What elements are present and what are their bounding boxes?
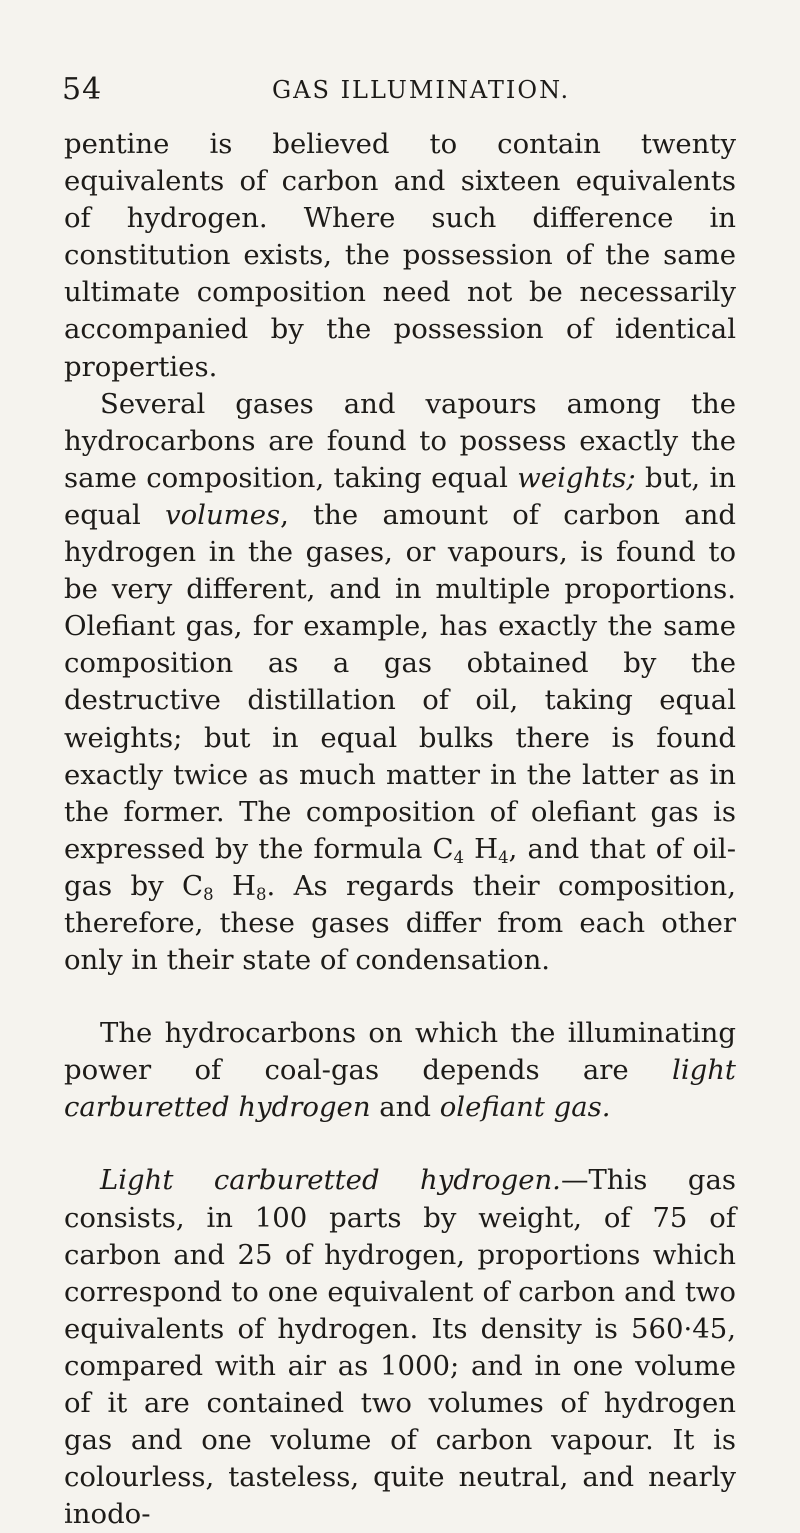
text-run: but, in equal <box>64 461 736 531</box>
text-run: , and that of oil-gas by C <box>64 832 736 902</box>
paragraph-light-carburetted-hydrogen <box>64 1162 736 1533</box>
text-run: —This gas consists, in 100 parts by weight, of 75 of carbon and 25 of hydrogen, proportions which correspond to one equivalent of carbon and two equivalents of hydrogen. Its density is 560·45, compared with air as 1000; and in one volume of it are contained two volumes of hydrogen gas and one volume of carbon vapour. It is colourless, tasteless, quite neutral, and nearly inodo- <box>64 1164 736 1531</box>
subscript: 4 <box>453 847 465 867</box>
text-run: . As regards their composition, therefore, these gases differ from each other only in their state of condensation. <box>64 869 736 977</box>
italic-volumes: volumes <box>165 498 281 531</box>
section-heading-italic: Light carburetted hydrogen. <box>100 1164 561 1197</box>
page-number: 54 <box>62 72 103 107</box>
body-text <box>64 126 736 1533</box>
text-run: and <box>370 1091 440 1124</box>
text-run: , the amount of carbon and hydrogen in the gases, or vapours, is found to be very different, and in multiple proportions. Olefiant gas, for example, has exactly the same composition as a gas obtained by the destructive distillation of oil, taking equal weights; but in equal bulks there is found exactly twice as much matter in the latter as in the former. The composition of olefiant gas is expressed by the formula C <box>64 498 737 865</box>
subscript: 4 <box>498 847 509 867</box>
text-run: Several gases and vapours among the hydrocarbons are found to possess exactly the same composition, taking equal <box>64 387 736 494</box>
paragraph-continuation: pentine is believed to contain twenty equivalents of carbon and sixteen equivalents of hydrogen. Where such difference in constitution exists, the possession of the same ultimate composition need not be necessarily accompanied by the possession of identical properties. <box>64 128 736 383</box>
paragraph-composition <box>64 386 736 980</box>
italic-weights: weights; <box>517 461 636 494</box>
italic-olefiant-gas: olefiant gas. <box>439 1091 611 1124</box>
subscript: 8 <box>203 884 214 904</box>
running-title: GAS ILLUMINATION. <box>272 76 571 104</box>
text-run: H <box>464 832 499 865</box>
subscript: 8 <box>255 884 267 904</box>
text-run: H <box>213 869 256 902</box>
paragraph-hydrocarbons <box>64 1015 736 1126</box>
running-head <box>62 72 742 112</box>
text-run: The hydrocarbons on which the illuminating power of coal-gas depends are <box>64 1017 736 1087</box>
italic-light-carburetted-hydrogen: light carburetted hydrogen <box>64 1054 736 1124</box>
